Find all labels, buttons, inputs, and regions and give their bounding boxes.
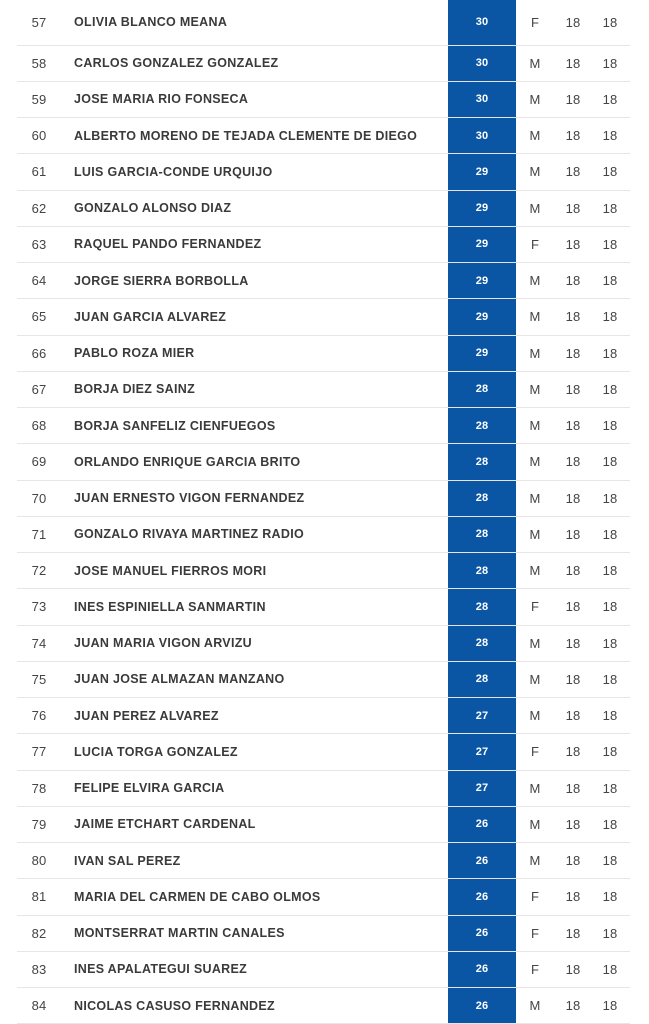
position-cell: 68 [31, 418, 47, 434]
position-cell: 63 [31, 236, 47, 252]
table-row [17, 553, 630, 589]
results-table [17, 0, 630, 1024]
sex-cell: M [529, 853, 541, 869]
column-2-cell: 18 [602, 345, 618, 361]
column-2-cell: 18 [602, 55, 618, 71]
column-1-cell: 18 [565, 889, 581, 905]
player-name-cell: RAQUEL PANDO FERNANDEZ [74, 237, 262, 252]
sex-cell: M [529, 309, 541, 325]
table-row [17, 843, 630, 879]
player-name-cell: BORJA DIEZ SAINZ [74, 382, 196, 397]
position-cell: 72 [31, 563, 47, 579]
column-1-cell: 18 [565, 998, 581, 1014]
table-row [17, 0, 630, 46]
score-cell: 28 [448, 626, 516, 661]
player-name-cell: CARLOS GONZALEZ GONZALEZ [74, 56, 279, 71]
position-cell: 81 [31, 889, 47, 905]
column-2-cell: 18 [602, 744, 618, 760]
sex-cell: F [530, 744, 540, 760]
score-cell: 29 [448, 299, 516, 334]
column-1-cell: 18 [565, 708, 581, 724]
table-row [17, 46, 630, 82]
table-row [17, 879, 630, 915]
position-cell: 67 [31, 381, 47, 397]
score-cell: 26 [448, 916, 516, 951]
score-cell: 28 [448, 372, 516, 407]
column-2-cell: 18 [602, 236, 618, 252]
position-cell: 84 [31, 998, 47, 1014]
position-cell: 58 [31, 55, 47, 71]
player-name-cell: GONZALO ALONSO DIAZ [74, 201, 232, 216]
column-2-cell: 18 [602, 200, 618, 216]
sex-cell: M [529, 273, 541, 289]
sex-cell: M [529, 563, 541, 579]
sex-cell: M [529, 91, 541, 107]
table-row [17, 444, 630, 480]
player-name-cell: JOSE MARIA RIO FONSECA [74, 92, 249, 107]
position-cell: 82 [31, 925, 47, 941]
column-2-cell: 18 [602, 164, 618, 180]
position-cell: 78 [31, 780, 47, 796]
score-cell: 26 [448, 988, 516, 1023]
table-row [17, 626, 630, 662]
player-name-cell: JUAN ERNESTO VIGON FERNANDEZ [74, 491, 305, 506]
player-name-cell: IVAN SAL PEREZ [74, 853, 181, 868]
column-1-cell: 18 [565, 14, 581, 30]
table-row [17, 408, 630, 444]
score-cell: 28 [448, 408, 516, 443]
column-2-cell: 18 [602, 780, 618, 796]
column-1-cell: 18 [565, 345, 581, 361]
sex-cell: M [529, 526, 541, 542]
score-cell: 29 [448, 191, 516, 226]
score-cell: 29 [448, 154, 516, 189]
player-name-cell: ALBERTO MORENO DE TEJADA CLEMENTE DE DIEGO [74, 128, 418, 143]
position-cell: 83 [31, 961, 47, 977]
player-name-cell: LUCIA TORGA GONZALEZ [74, 744, 238, 759]
column-1-cell: 18 [565, 635, 581, 651]
position-cell: 80 [31, 853, 47, 869]
position-cell: 61 [31, 164, 47, 180]
sex-cell: F [530, 14, 540, 30]
position-cell: 75 [31, 671, 47, 687]
sex-cell: M [529, 454, 541, 470]
sex-cell: M [529, 128, 541, 144]
column-1-cell: 18 [565, 418, 581, 434]
position-cell: 57 [31, 14, 47, 30]
table-row [17, 118, 630, 154]
column-2-cell: 18 [602, 381, 618, 397]
player-name-cell: ORLANDO ENRIQUE GARCIA BRITO [74, 454, 301, 469]
score-cell: 30 [448, 82, 516, 117]
table-row [17, 662, 630, 698]
column-1-cell: 18 [565, 961, 581, 977]
score-cell: 30 [448, 46, 516, 81]
table-row [17, 988, 630, 1024]
player-name-cell: MONTSERRAT MARTIN CANALES [74, 926, 285, 941]
column-1-cell: 18 [565, 780, 581, 796]
column-2-cell: 18 [602, 526, 618, 542]
position-cell: 77 [31, 744, 47, 760]
column-2-cell: 18 [602, 853, 618, 869]
player-name-cell: PABLO ROZA MIER [74, 346, 195, 361]
sex-cell: M [529, 635, 541, 651]
sex-cell: M [529, 708, 541, 724]
score-cell: 26 [448, 807, 516, 842]
player-name-cell: OLIVIA BLANCO MEANA [74, 15, 228, 30]
column-2-cell: 18 [602, 925, 618, 941]
column-1-cell: 18 [565, 164, 581, 180]
column-2-cell: 18 [602, 309, 618, 325]
score-cell: 26 [448, 952, 516, 987]
position-cell: 60 [31, 128, 47, 144]
table-row [17, 807, 630, 843]
column-1-cell: 18 [565, 925, 581, 941]
position-cell: 64 [31, 273, 47, 289]
column-1-cell: 18 [565, 128, 581, 144]
position-cell: 59 [31, 91, 47, 107]
score-cell: 29 [448, 336, 516, 371]
table-row [17, 299, 630, 335]
sex-cell: M [529, 345, 541, 361]
column-1-cell: 18 [565, 200, 581, 216]
sex-cell: M [529, 490, 541, 506]
column-2-cell: 18 [602, 128, 618, 144]
table-row [17, 191, 630, 227]
player-name-cell: JUAN MARIA VIGON ARVIZU [74, 636, 252, 651]
player-name-cell: GONZALO RIVAYA MARTINEZ RADIO [74, 527, 305, 542]
sex-cell: M [529, 381, 541, 397]
player-name-cell: JOSE MANUEL FIERROS MORI [74, 563, 267, 578]
column-1-cell: 18 [565, 91, 581, 107]
column-1-cell: 18 [565, 671, 581, 687]
player-name-cell: INES APALATEGUI SUAREZ [74, 962, 248, 977]
column-1-cell: 18 [565, 381, 581, 397]
column-2-cell: 18 [602, 889, 618, 905]
column-2-cell: 18 [602, 998, 618, 1014]
column-2-cell: 18 [602, 490, 618, 506]
column-2-cell: 18 [602, 671, 618, 687]
player-name-cell: INES ESPINIELLA SANMARTIN [74, 599, 266, 614]
column-1-cell: 18 [565, 563, 581, 579]
table-row [17, 336, 630, 372]
score-cell: 28 [448, 553, 516, 588]
player-name-cell: BORJA SANFELIZ CIENFUEGOS [74, 418, 276, 433]
sex-cell: M [529, 164, 541, 180]
sex-cell: M [529, 55, 541, 71]
column-2-cell: 18 [602, 961, 618, 977]
player-name-cell: JUAN JOSE ALMAZAN MANZANO [74, 672, 285, 687]
table-row [17, 734, 630, 770]
position-cell: 74 [31, 635, 47, 651]
column-1-cell: 18 [565, 599, 581, 615]
score-cell: 26 [448, 843, 516, 878]
table-row [17, 481, 630, 517]
score-cell: 27 [448, 698, 516, 733]
column-2-cell: 18 [602, 708, 618, 724]
column-2-cell: 18 [602, 14, 618, 30]
column-2-cell: 18 [602, 273, 618, 289]
column-2-cell: 18 [602, 599, 618, 615]
sex-cell: F [530, 236, 540, 252]
score-cell: 28 [448, 517, 516, 552]
table-row [17, 952, 630, 988]
column-1-cell: 18 [565, 309, 581, 325]
sex-cell: F [530, 889, 540, 905]
sex-cell: M [529, 998, 541, 1014]
table-row [17, 263, 630, 299]
score-cell: 30 [448, 118, 516, 153]
table-row [17, 916, 630, 952]
player-name-cell: JUAN PEREZ ALVAREZ [74, 708, 219, 723]
sex-cell: M [529, 200, 541, 216]
table-row [17, 227, 630, 263]
column-1-cell: 18 [565, 490, 581, 506]
position-cell: 62 [31, 200, 47, 216]
column-2-cell: 18 [602, 91, 618, 107]
table-row [17, 698, 630, 734]
column-2-cell: 18 [602, 418, 618, 434]
position-cell: 73 [31, 599, 47, 615]
score-cell: 30 [448, 0, 516, 45]
player-name-cell: NICOLAS CASUSO FERNANDEZ [74, 998, 275, 1013]
sex-cell: F [530, 599, 540, 615]
sex-cell: M [529, 780, 541, 796]
table-row [17, 372, 630, 408]
column-1-cell: 18 [565, 273, 581, 289]
position-cell: 70 [31, 490, 47, 506]
column-2-cell: 18 [602, 454, 618, 470]
column-1-cell: 18 [565, 744, 581, 760]
table-row [17, 589, 630, 625]
position-cell: 65 [31, 309, 47, 325]
sex-cell: M [529, 816, 541, 832]
column-1-cell: 18 [565, 454, 581, 470]
column-2-cell: 18 [602, 816, 618, 832]
player-name-cell: JUAN GARCIA ALVAREZ [74, 309, 227, 324]
score-cell: 29 [448, 227, 516, 262]
player-name-cell: LUIS GARCIA-CONDE URQUIJO [74, 164, 273, 179]
sex-cell: M [529, 418, 541, 434]
player-name-cell: JAIME ETCHART CARDENAL [74, 817, 256, 832]
column-1-cell: 18 [565, 526, 581, 542]
position-cell: 71 [31, 526, 47, 542]
column-1-cell: 18 [565, 853, 581, 869]
column-2-cell: 18 [602, 563, 618, 579]
table-row [17, 154, 630, 190]
score-cell: 28 [448, 589, 516, 624]
score-cell: 28 [448, 481, 516, 516]
position-cell: 66 [31, 345, 47, 361]
score-cell: 27 [448, 734, 516, 769]
sex-cell: F [530, 961, 540, 977]
score-cell: 26 [448, 879, 516, 914]
table-row [17, 517, 630, 553]
column-1-cell: 18 [565, 236, 581, 252]
player-name-cell: FELIPE ELVIRA GARCIA [74, 781, 225, 796]
score-cell: 29 [448, 263, 516, 298]
column-2-cell: 18 [602, 635, 618, 651]
position-cell: 69 [31, 454, 47, 470]
sex-cell: M [529, 671, 541, 687]
sex-cell: F [530, 925, 540, 941]
score-cell: 27 [448, 771, 516, 806]
player-name-cell: MARIA DEL CARMEN DE CABO OLMOS [74, 889, 321, 904]
score-cell: 28 [448, 444, 516, 479]
position-cell: 76 [31, 708, 47, 724]
score-cell: 28 [448, 662, 516, 697]
table-row [17, 771, 630, 807]
column-1-cell: 18 [565, 816, 581, 832]
player-name-cell: JORGE SIERRA BORBOLLA [74, 273, 249, 288]
table-row [17, 82, 630, 118]
position-cell: 79 [31, 816, 47, 832]
column-1-cell: 18 [565, 55, 581, 71]
